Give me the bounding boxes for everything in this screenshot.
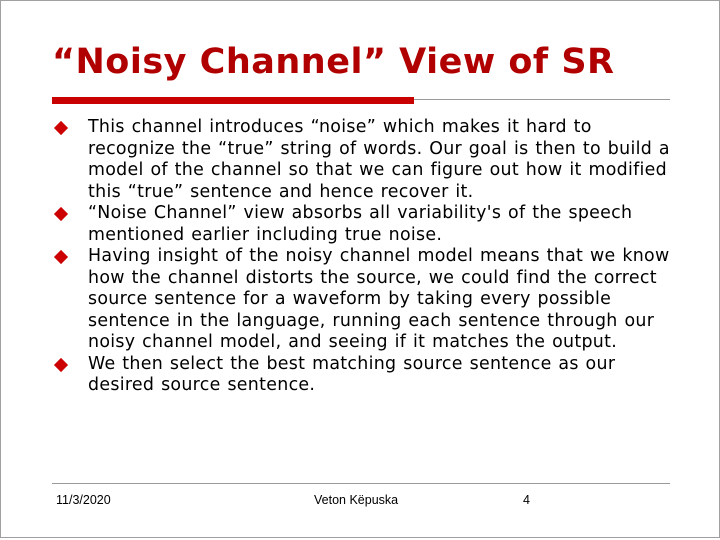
- red-diamond-bullet-icon: [54, 121, 68, 135]
- bullet-text: “Noise Channel” view absorbs all variability's of the speech mentioned earlier including true noise.: [88, 203, 633, 245]
- slide-title: “Noisy Channel” View of SR: [52, 42, 615, 82]
- title-underline-rule: [414, 99, 670, 100]
- bullet-item: [54, 354, 684, 397]
- footer-page-number: 4: [523, 493, 530, 507]
- bullet-text: Having insight of the noisy channel model means that we know how the channel distorts the source, we could find the correct source sentence for a waveform by taking every possible sentence in the language, running each sentence through our noisy channel model, and seeing if it matches the output.: [88, 246, 670, 352]
- red-diamond-bullet-icon: [54, 207, 68, 221]
- bullet-item: [54, 246, 684, 354]
- title-underline-accent: [52, 97, 414, 104]
- bullet-text: We then select the best matching source sentence as our desired source sentence.: [88, 353, 616, 395]
- footer-date: 11/3/2020: [56, 493, 111, 507]
- bullet-list: [54, 117, 684, 397]
- footer-rule: [52, 483, 670, 484]
- footer-author: Veton Këpuska: [314, 493, 399, 507]
- bullet-item: [54, 117, 684, 203]
- bullet-text: This channel introduces “noise” which makes it hard to recognize the “true” string of words. Our goal is then to build a model of the channel so that we can figure out how it modified this “true” sentence and hence recover it.: [88, 117, 670, 202]
- red-diamond-bullet-icon: [54, 250, 68, 264]
- red-diamond-bullet-icon: [54, 357, 68, 371]
- bullet-item: [54, 203, 684, 246]
